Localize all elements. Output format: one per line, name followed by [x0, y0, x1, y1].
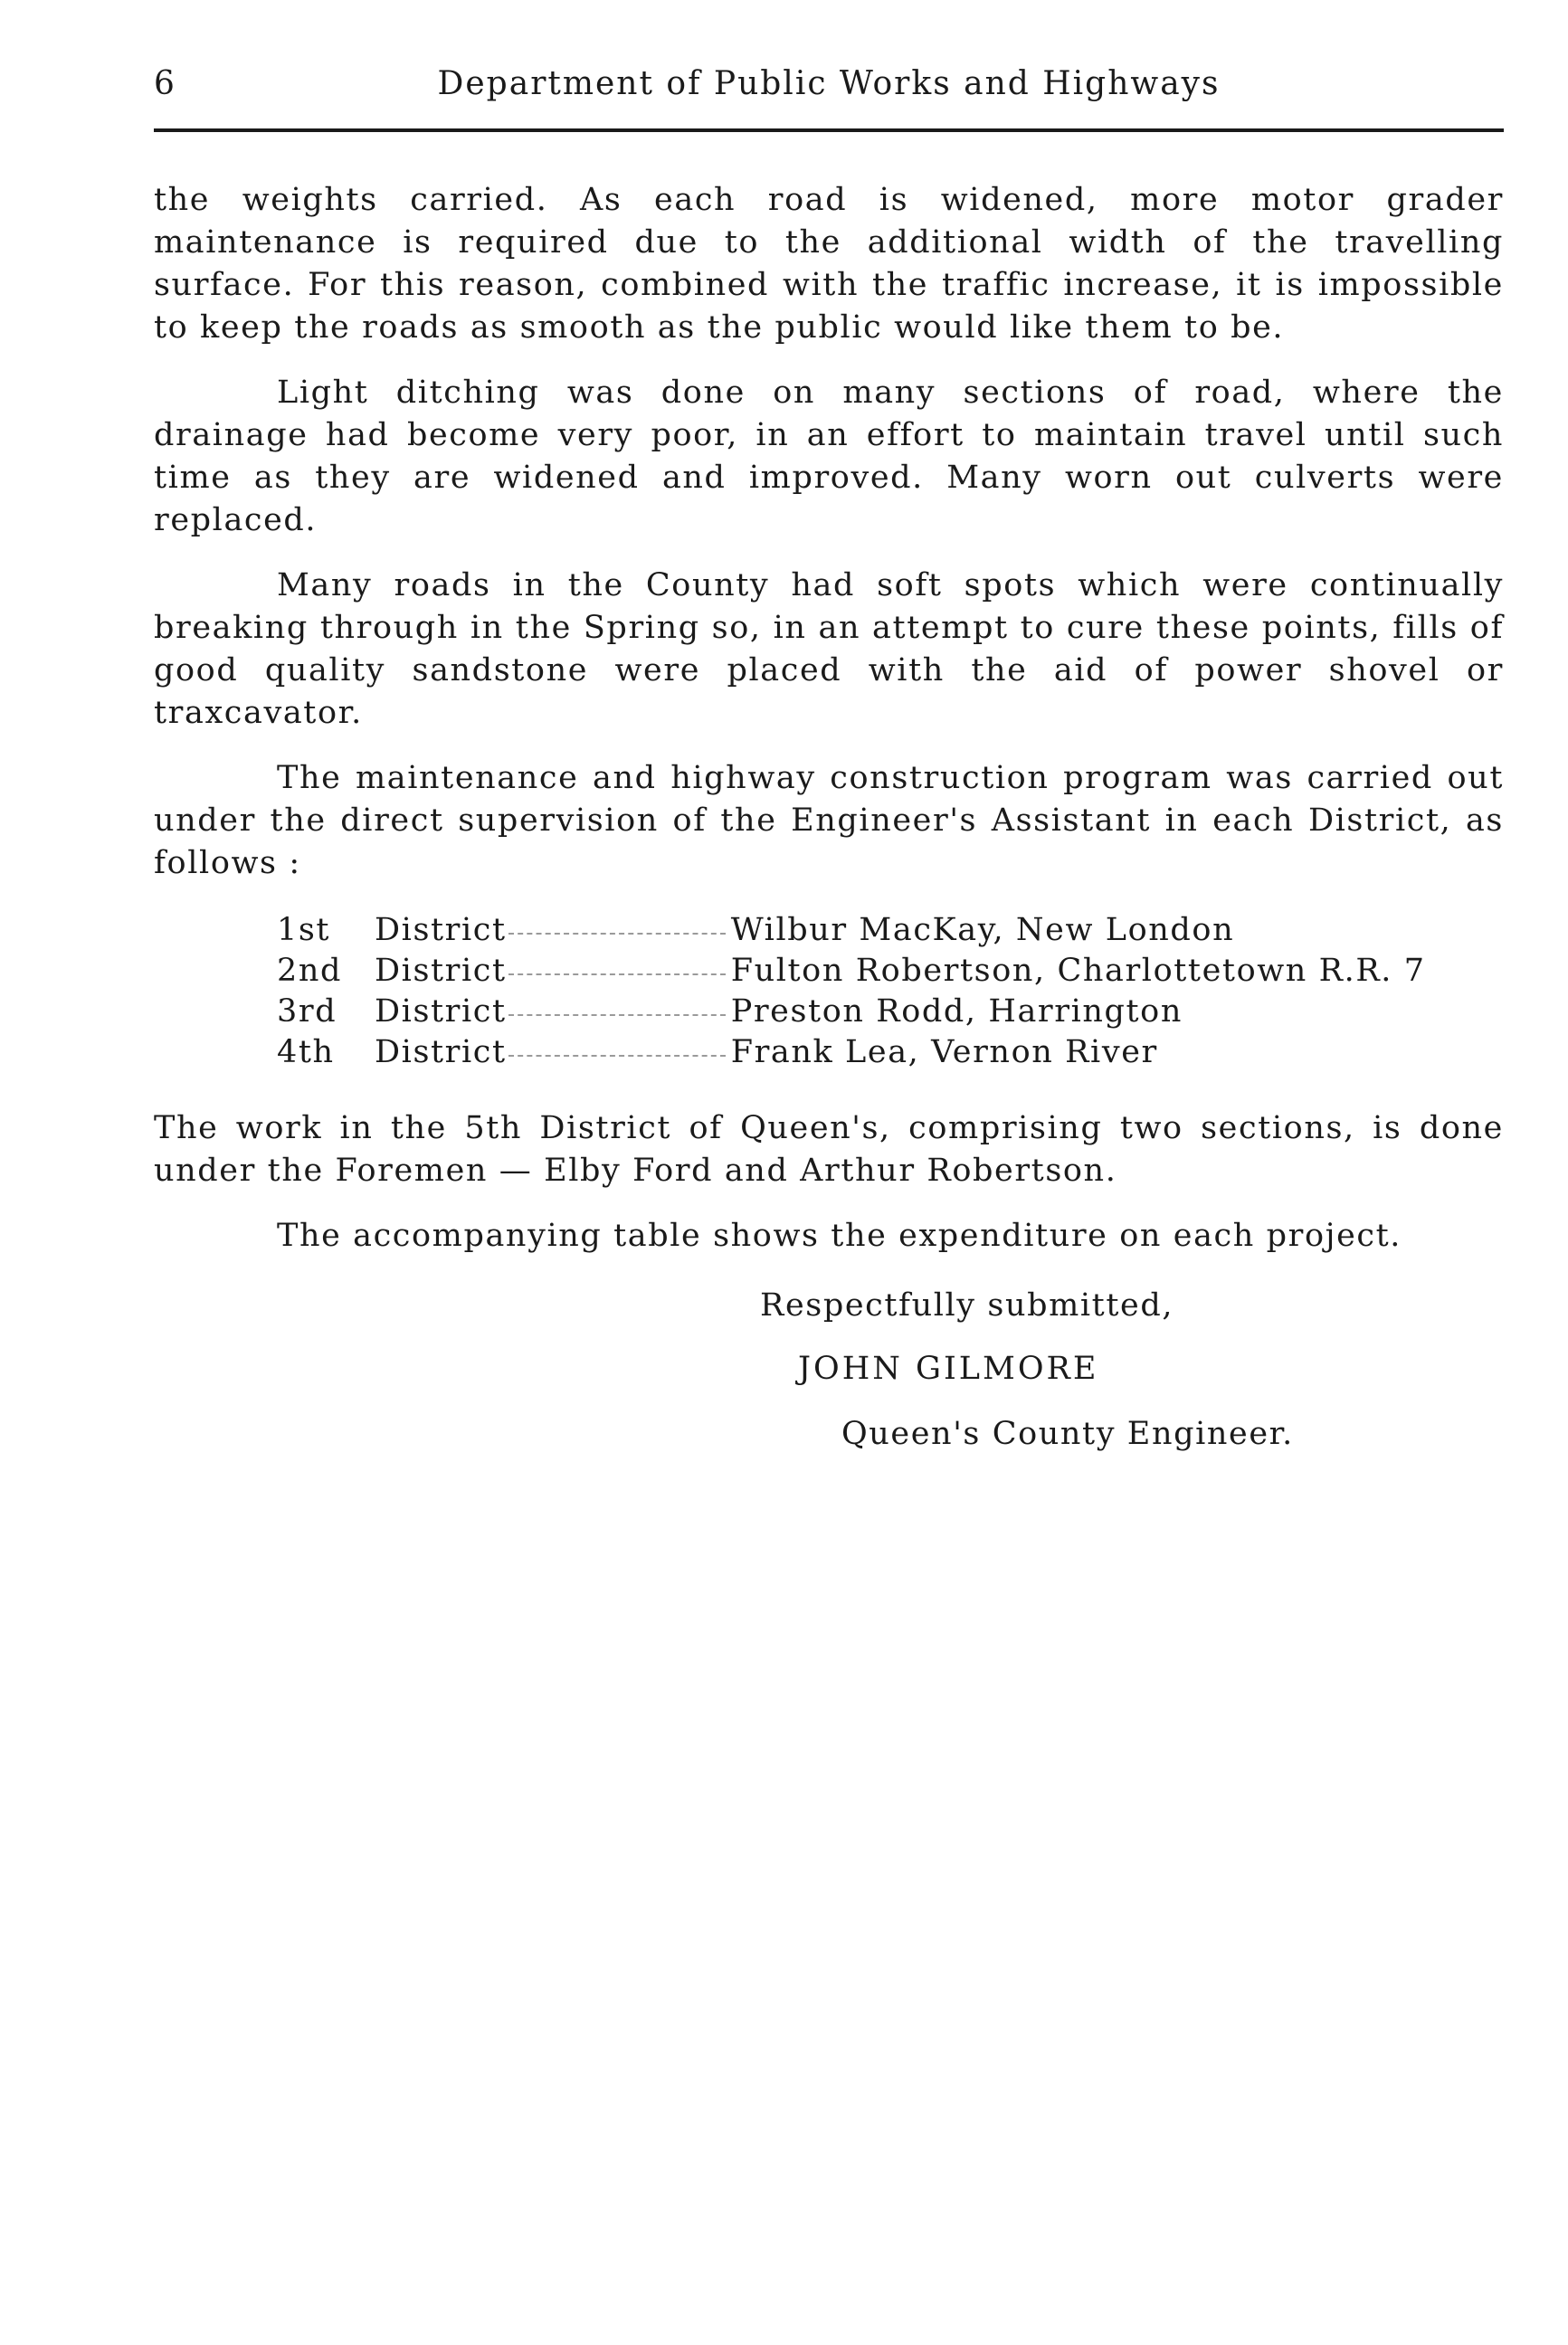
district-assistant: Wilbur MacKay, New London	[730, 912, 1235, 948]
signatory-name: JOHN GILMORE	[798, 1351, 1099, 1387]
paragraph-supervision: The maintenance and highway construction program was carried out under the direct supervision of the Engineer's Assistant in each District, as follows :	[154, 760, 1504, 881]
district-row	[277, 1032, 1504, 1073]
district-row	[277, 992, 1504, 1032]
district-ordinal: 4th	[277, 1034, 335, 1070]
district-label: District	[375, 912, 507, 948]
signatory-title: Queen's County Engineer.	[841, 1416, 1294, 1452]
dot-leader	[508, 1055, 726, 1057]
body-text	[154, 179, 1504, 1452]
district-ordinal: 1st	[277, 912, 331, 948]
header-rule	[154, 128, 1504, 132]
dot-leader	[508, 973, 726, 975]
district-ordinal: 2nd	[277, 953, 343, 989]
paragraph-fifth-district: The work in the 5th District of Queen's, comprising two sections, is done under the Foremen — Elby Ford and Arthur Robertson.	[154, 1110, 1504, 1189]
paragraph-closing: The accompanying table shows the expenditure on each project.	[277, 1218, 1402, 1254]
district-row	[277, 910, 1504, 951]
district-ordinal: 3rd	[277, 993, 337, 1030]
district-assistant: Preston Rodd, Harrington	[730, 993, 1183, 1030]
district-label: District	[375, 1034, 507, 1070]
page-header	[154, 65, 1504, 119]
paragraph-soft-spots: Many roads in the County had soft spots which were continually breaking through in the Spring so, in an attempt to cure these points, fills of good quality sandstone were placed with the aid of power shovel or traxcavator.	[154, 567, 1504, 731]
running-title: Department of Public Works and Highways	[437, 65, 1221, 102]
dot-leader	[508, 1014, 726, 1016]
district-assistant: Fulton Robertson, Charlottetown R.R. 7	[730, 953, 1426, 989]
district-row	[277, 951, 1504, 992]
district-label: District	[375, 953, 507, 989]
paragraph-continuation: the weights carried. As each road is widened, more motor grader maintenance is required due to the additional width of the travelling surface. For this reason, combined with the traffic increase, it is impossible to keep the roads as smooth as the public would like them to be.	[154, 182, 1504, 346]
district-assistant: Frank Lea, Vernon River	[730, 1034, 1158, 1070]
salutation: Respectfully submitted,	[760, 1287, 1174, 1324]
district-label: District	[375, 993, 507, 1030]
page-number: 6	[154, 65, 176, 102]
district-list	[277, 910, 1504, 1073]
paragraph-ditching: Light ditching was done on many sections of road, where the drainage had become very poor, in an effort to maintain travel until such time as they are widened and improved. Many worn out culverts were replaced.	[154, 375, 1504, 538]
dot-leader	[508, 933, 726, 935]
